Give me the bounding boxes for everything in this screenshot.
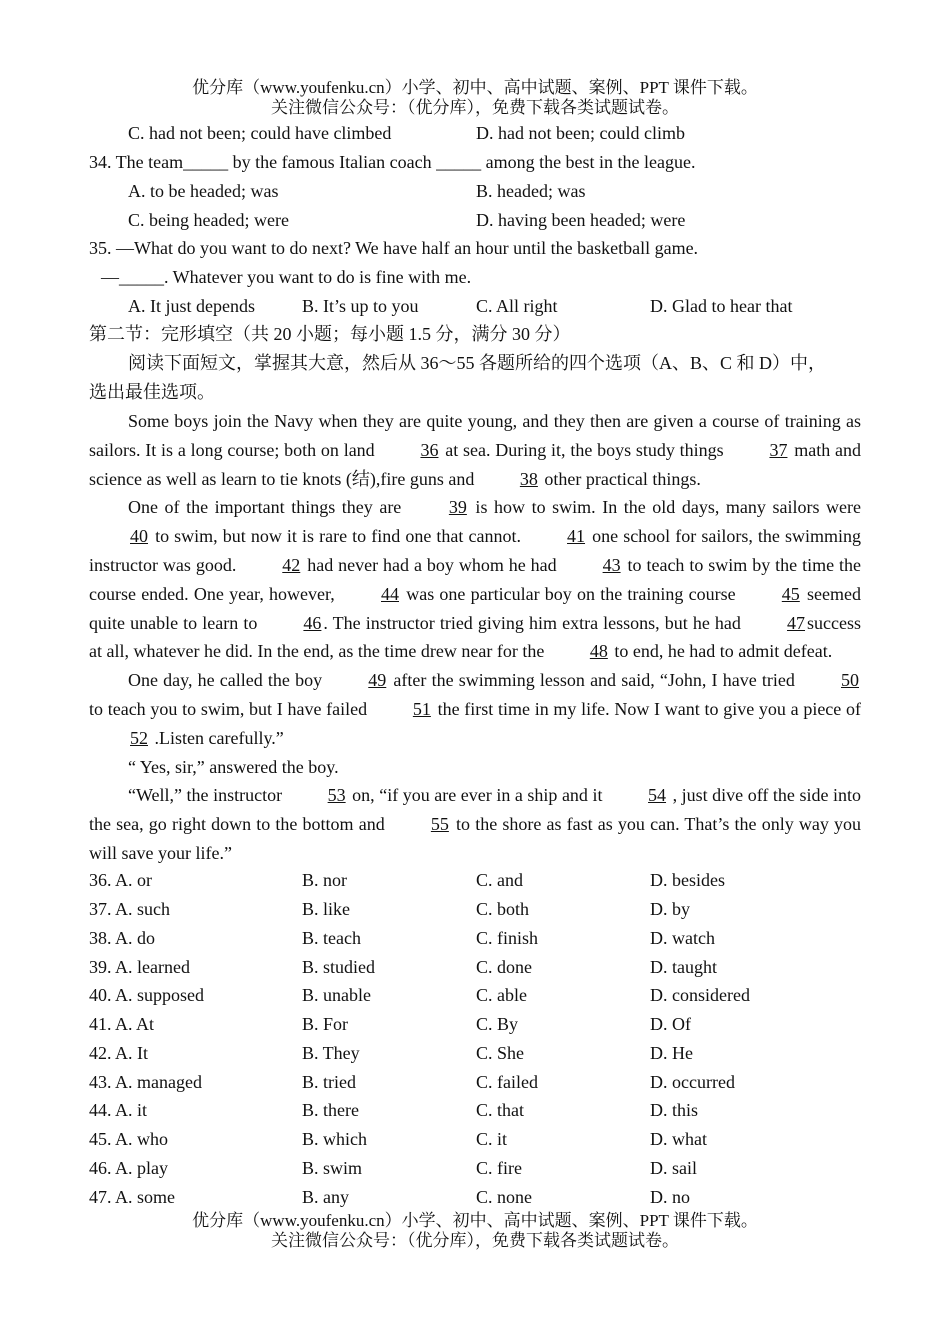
option-42-a: 42. A. It [89,1043,149,1063]
question-34-stem: 34. The team_____ by the famous Italian coach _____ among the best in the league. [89,152,696,172]
passage-paragraph-4: “ Yes, sir,” answered the boy. [128,756,339,777]
option-36-c: C. and [476,870,523,890]
option-38-a: 38. A. do [89,928,156,948]
option-39-b: B. studied [302,957,376,977]
option-40-c: C. able [476,985,527,1005]
blank-45: 45 [781,583,800,604]
question-35-stem: 35. —What do you want to do next? We have half an hour until the basketball game. [89,238,699,258]
q34-option-b: B. headed; was [476,181,586,201]
blank-38: 38 [519,468,538,489]
option-36-d: D. besides [650,870,725,890]
option-37-a: 37. A. such [89,899,170,919]
option-45-c: C. it [476,1129,508,1149]
option-47-b: B. any [302,1187,349,1207]
blank-37: 37 [769,439,788,460]
option-37-d: D. by [650,899,690,919]
option-41-b: B. For [302,1014,349,1034]
blank-53: 53 [327,785,346,806]
option-42-c: C. She [476,1043,525,1063]
option-40-a: 40. A. supposed [89,985,205,1005]
blank-36: 36 [420,439,439,460]
option-46-c: C. fire [476,1158,522,1178]
blank-43: 43 [602,554,621,575]
blank-55: 55 [430,814,449,835]
section-title: 第二节：完形填空（共 20 小题；每小题 1.5 分，满分 30 分） [89,324,571,344]
option-46-d: D. sail [650,1158,697,1178]
blank-42: 42 [282,554,301,575]
option-36-a: 36. A. or [89,870,152,890]
q35-option-b: B. It’s up to you [302,296,419,316]
q35-option-d: D. Glad to hear that [650,296,793,316]
cloze-passage [89,407,861,868]
option-39-c: C. done [476,957,532,977]
page-footer-line-2: 关注微信公众号：（优分库），免费下载各类试题试卷。 [271,1231,679,1250]
option-43-d: D. occurred [650,1072,735,1092]
section-instructions-cont: 选出最佳选项。 [89,382,215,402]
option-42-d: D. He [650,1043,693,1063]
option-42-b: B. They [302,1043,360,1063]
q33-option-d: D. had not been; could climb [476,123,685,143]
q35-option-a: A. It just depends [128,296,255,316]
question-35-reply: —_____. Whatever you want to do is fine with me. [101,267,472,287]
option-41-d: D. Of [650,1014,691,1034]
blank-49: 49 [368,670,387,691]
blank-54: 54 [648,785,667,806]
blank-46: 46 [303,612,322,633]
option-47-c: C. none [476,1187,532,1207]
blank-48: 48 [589,641,608,662]
blank-40: 40 [130,526,148,547]
q34-option-d: D. having been headed; were [476,210,686,230]
option-43-c: C. failed [476,1072,538,1092]
option-45-d: D. what [650,1129,707,1149]
option-38-d: D. watch [650,928,715,948]
option-46-a: 46. A. play [89,1158,168,1178]
blank-39: 39 [448,497,467,518]
option-36-b: B. nor [302,870,347,890]
q33-option-c: C. had not been; could have climbed [128,123,392,143]
blank-41: 41 [567,526,586,547]
option-44-b: B. there [302,1100,359,1120]
passage-paragraph-1: Some boys join the Navy when they are quite young, and they then are given a course of training as sailors. It is a long course; both on land 36 at sea. During it, the boys study things 37 math and science as well as learn to tie knots (结),fire guns and 38 other practical things. [89,407,861,493]
option-45-b: B. which [302,1129,367,1149]
option-44-d: D. this [650,1100,699,1120]
page-footer-line-1: 优分库（www.youfenku.cn）小学、初中、高中试题、案例、PPT 课件下载。 [192,1211,758,1230]
q34-option-c: C. being headed; were [128,210,289,230]
option-37-c: C. both [476,899,530,919]
option-46-b: B. swim [302,1158,363,1178]
option-39-a: 39. A. learned [89,957,190,977]
option-44-a: 44. A. it [89,1100,148,1120]
blank-44: 44 [381,583,399,604]
page-header-line-1: 优分库（www.youfenku.cn）小学、初中、高中试题、案例、PPT 课件下载。 [192,78,758,97]
option-39-d: D. taught [650,957,717,977]
option-37-b: B. like [302,899,350,919]
option-40-b: B. unable [302,985,371,1005]
blank-47: 47 [787,612,806,633]
passage-paragraph-5: “Well,” the instructor 53 on, “if you are ever in a ship and it 54 , just dive off the side into the sea, go right down to the bottom and 55 to the shore as fast as you can. That’s the only way you will save your life.” [89,781,861,867]
blank-52: 52 [130,727,148,748]
option-47-a: 47. A. some [89,1187,176,1207]
option-38-b: B. teach [302,928,361,948]
option-43-b: B. tried [302,1072,356,1092]
blank-51: 51 [412,698,431,719]
option-44-c: C. that [476,1100,524,1120]
section-instructions: 阅读下面短文，掌握其大意，然后从 36～55 各题所给的四个选项（A、B、C 和 D）中， [128,353,827,373]
option-41-a: 41. A. At [89,1014,155,1034]
option-43-a: 43. A. managed [89,1072,202,1092]
option-38-c: C. finish [476,928,539,948]
option-47-d: D. no [650,1187,690,1207]
q34-option-a: A. to be headed; was [128,181,279,201]
q35-option-c: C. All right [476,296,558,316]
passage-paragraph-3: One day, he called the boy 49 after the swimming lesson and said, “John, I have tried 50 to teach you to swim, but I have failed 51 the first time in my life. Now I want to give you a piece of 52 .Listen carefully.” [89,666,861,752]
option-40-d: D. considered [650,985,750,1005]
option-45-a: 45. A. who [89,1129,169,1149]
option-41-c: C. By [476,1014,519,1034]
passage-paragraph-2: One of the important things they are 39 is how to swim. In the old days, many sailors were 40 to swim, but now it is rare to find one that cannot. 41 one school for sailors, the swimming instructor was good. 42 had never had a boy whom he had 43 to teach to swim by the time the course ended. One year, however, 44 was one particular boy on the training course 45 seemed quite unable to learn to 46 . The instructor tried giving him extra lessons, but he had 47 success at all, whatever he did. In the end, as the time drew near for the 48 to end, he had to admit defeat. [89,493,861,666]
blank-50: 50 [841,670,859,691]
page-header-line-2: 关注微信公众号：（优分库），免费下载各类试题试卷。 [271,98,679,117]
